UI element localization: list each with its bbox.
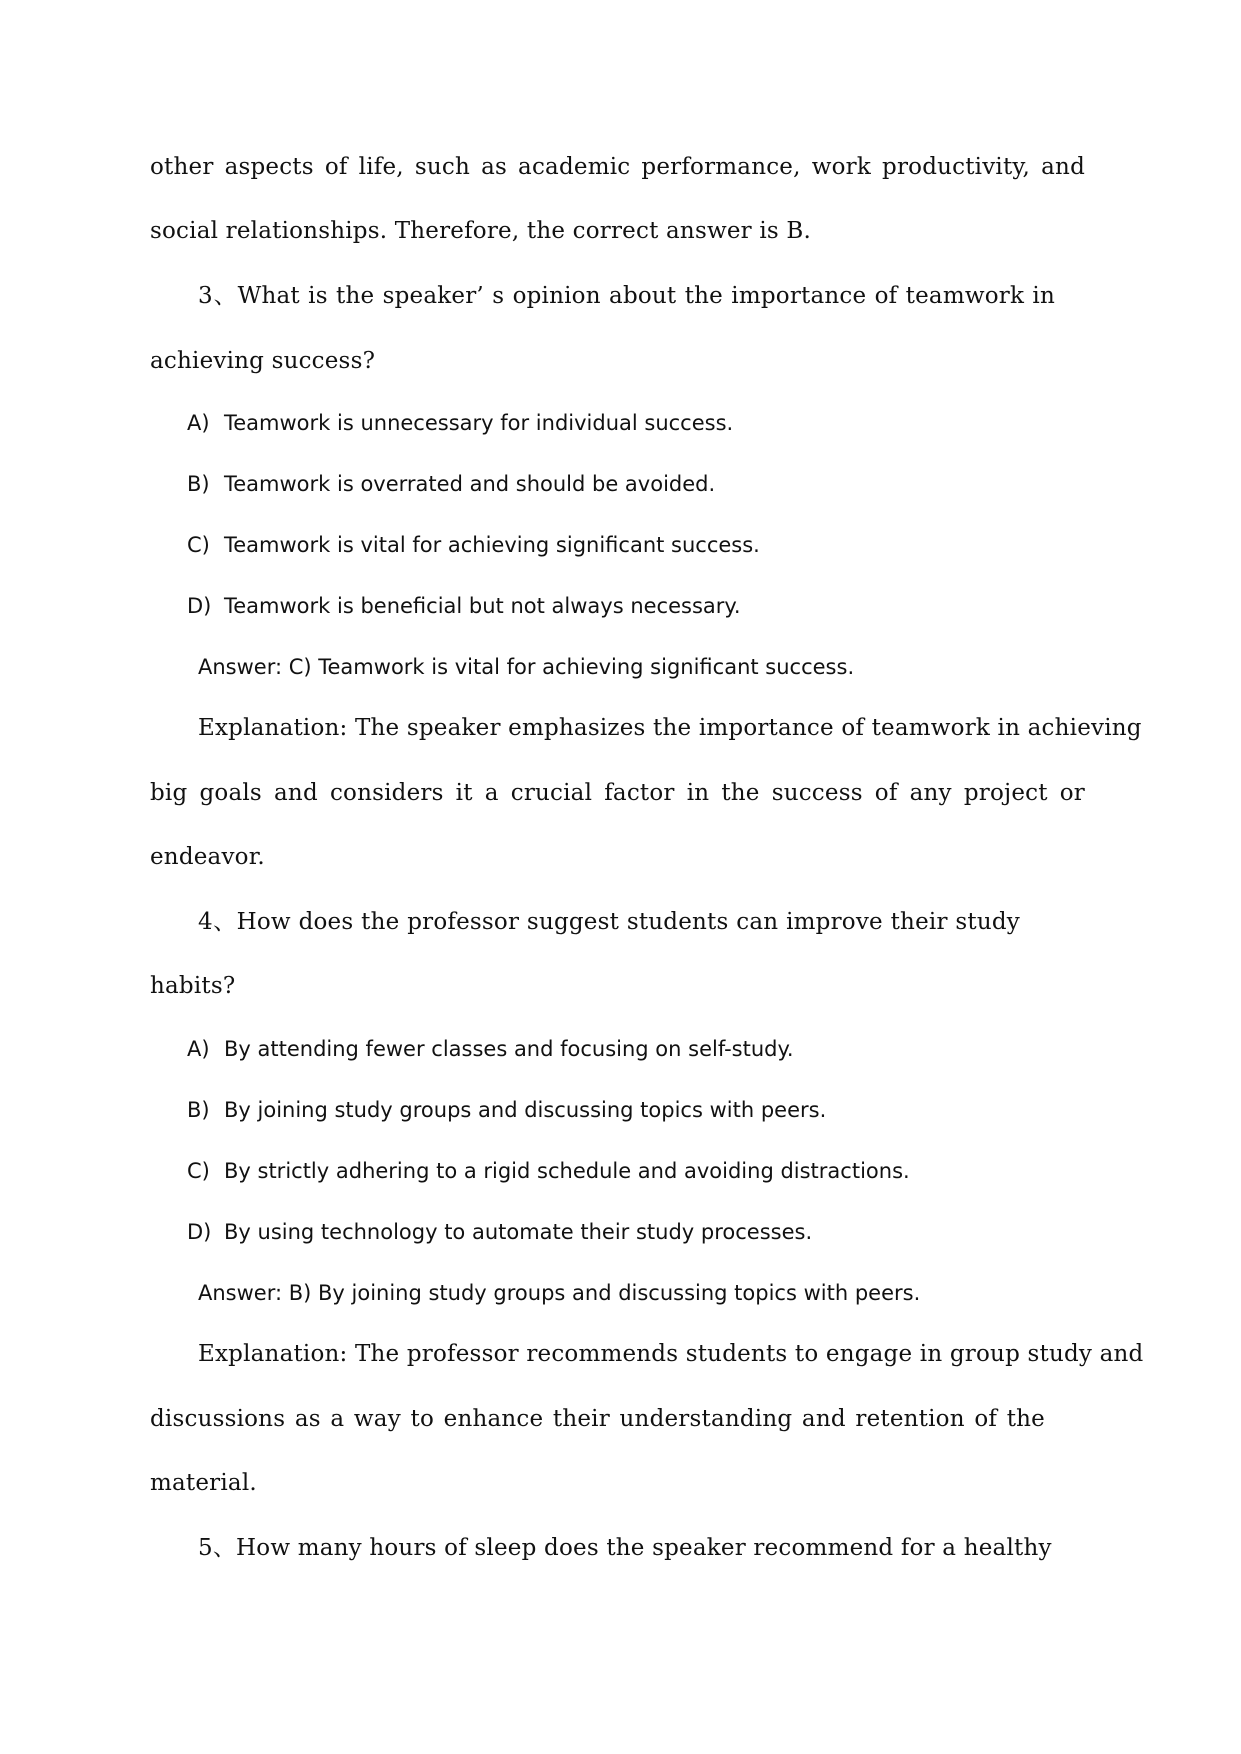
explanation-line: endeavor.	[150, 844, 265, 870]
option-letter: B)	[187, 472, 210, 496]
explanation-line: material.	[150, 1470, 257, 1496]
option-text: By strictly adhering to a rigid schedule and avoiding distractions.	[224, 1159, 910, 1183]
option-letter: A)	[187, 1037, 210, 1061]
option-letter: D)	[187, 1220, 212, 1244]
question-3-text: achieving success?	[150, 348, 376, 374]
option-text: Teamwork is vital for achieving significant success.	[224, 533, 760, 557]
option-letter: D)	[187, 594, 212, 618]
option-letter: C)	[187, 533, 210, 557]
option-text: By joining study groups and discussing topics with peers.	[224, 1098, 827, 1122]
explanation-line: Explanation: The professor recommends students to engage in group study and	[198, 1341, 1144, 1367]
explanation-line: Explanation: The speaker emphasizes the importance of teamwork in achieving	[198, 715, 1142, 741]
question-4-text: habits?	[150, 973, 236, 999]
option-letter: B)	[187, 1098, 210, 1122]
paragraph-line: social relationships. Therefore, the correct answer is B.	[150, 218, 812, 244]
option-text: By using technology to automate their study processes.	[224, 1220, 813, 1244]
paragraph-line: other aspects of life, such as academic performance, work productivity, and	[150, 154, 1085, 180]
question-4-text: 4、How does the professor suggest students can improve their study	[198, 909, 1020, 935]
option-text: Teamwork is beneficial but not always necessary.	[224, 594, 741, 618]
option-text: By attending fewer classes and focusing on self-study.	[224, 1037, 794, 1061]
option-text: Teamwork is overrated and should be avoided.	[224, 472, 716, 496]
answer-line: Answer: B) By joining study groups and discussing topics with peers.	[198, 1281, 921, 1305]
option-letter: A)	[187, 411, 210, 435]
question-3-text: 3、What is the speaker’ s opinion about the importance of teamwork in	[198, 283, 1055, 309]
answer-line: Answer: C) Teamwork is vital for achieving significant success.	[198, 655, 855, 679]
explanation-line: discussions as a way to enhance their understanding and retention of the	[150, 1406, 1045, 1432]
question-5-text: 5、How many hours of sleep does the speaker recommend for a healthy	[198, 1535, 1052, 1561]
option-text: Teamwork is unnecessary for individual success.	[224, 411, 734, 435]
explanation-line: big goals and considers it a crucial factor in the success of any project or	[150, 780, 1085, 806]
option-letter: C)	[187, 1159, 210, 1183]
